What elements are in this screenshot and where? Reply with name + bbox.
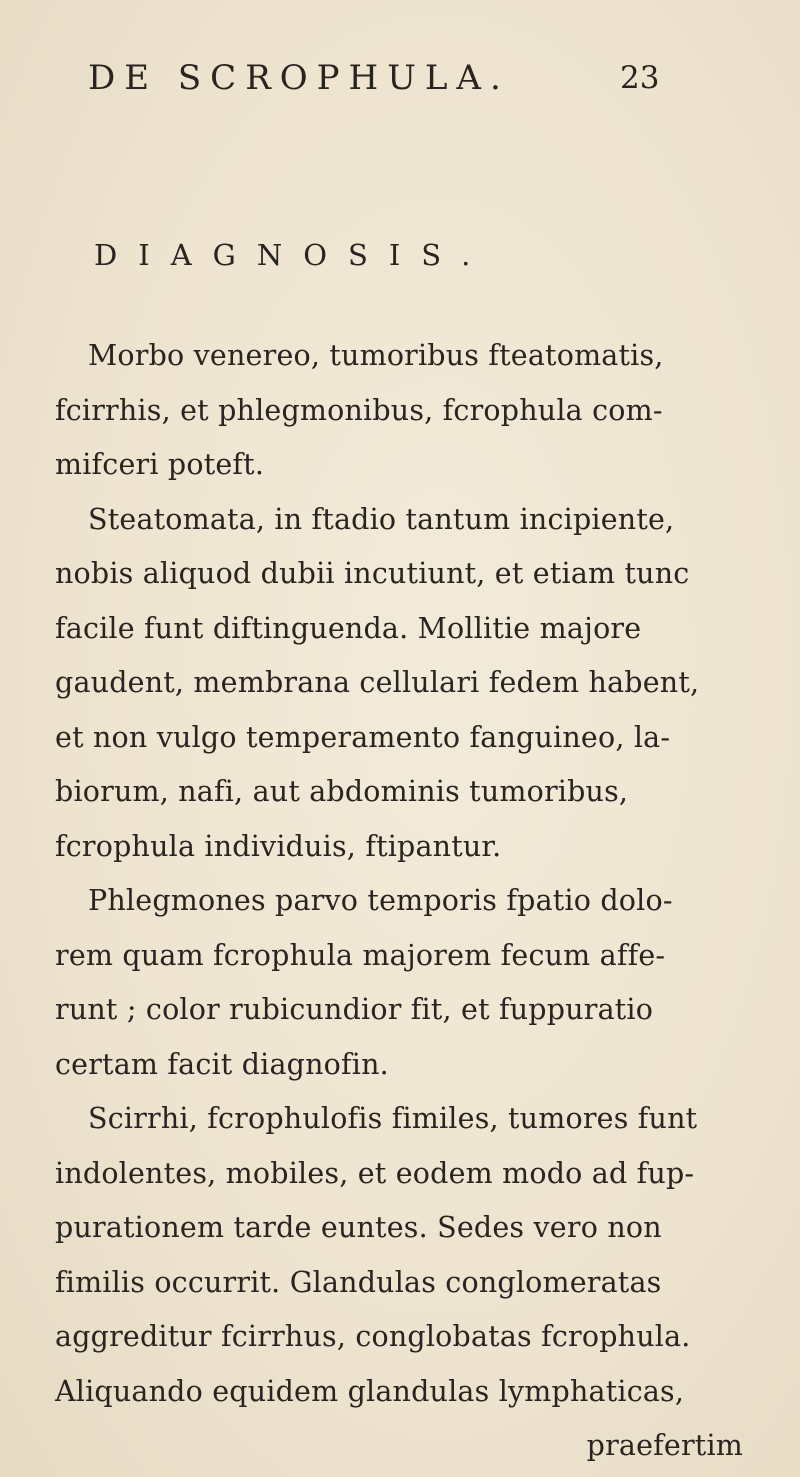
text-line: biorum, nafi, aut abdominis tumoribus,: [55, 775, 629, 808]
page-number: 23: [620, 60, 660, 96]
text-line: Scirrhi, fcrophulofis fimiles, tumores funt: [88, 1102, 698, 1135]
text-line: Morbo venereo, tumoribus fteatomatis,: [88, 339, 664, 372]
body-text: [55, 329, 755, 1474]
running-head: [88, 58, 688, 106]
text-line: certam facit diagnofin.: [55, 1047, 389, 1081]
running-head-title: DE SCROPHULA.: [88, 58, 510, 98]
text-line: Aliquando equidem glandulas lymphaticas,: [55, 1374, 685, 1408]
text-line: purationem tarde euntes. Sedes vero non: [55, 1211, 662, 1244]
text-line: facile funt diftinguenda. Mollitie majore: [55, 611, 642, 645]
text-line: Phlegmones parvo temporis fpatio dolo-: [88, 884, 673, 917]
text-line: indolentes, mobiles, et eodem modo ad fup-: [55, 1156, 695, 1190]
text-line: runt ; color rubicundior fit, et fuppuratio: [55, 993, 654, 1026]
catchword: praefertim: [586, 1429, 743, 1462]
text-line: fcirrhis, et phlegmonibus, fcrophula com-: [55, 393, 663, 427]
text-line: mifceri poteft.: [55, 448, 265, 481]
text-line: aggreditur fcirrhus, conglobatas fcrophula.: [55, 1320, 691, 1353]
text-line: Steatomata, in ftadio tantum incipiente,: [88, 502, 675, 536]
text-line: fcrophula individuis, ftipantur.: [55, 829, 502, 863]
text-line: fimilis occurrit. Glandulas conglomeratas: [55, 1265, 662, 1299]
text-line: et non vulgo temperamento fanguineo, la-: [55, 720, 671, 754]
text-line: gaudent, membrana cellulari fedem habent,: [55, 666, 700, 699]
text-line: nobis aliquod dubii incutiunt, et etiam tunc: [55, 557, 690, 590]
section-title: DIAGNOSIS.: [94, 238, 492, 272]
text-line: rem quam fcrophula majorem fecum affe-: [55, 938, 666, 972]
page-gutter-edge: [6, 560, 8, 1477]
